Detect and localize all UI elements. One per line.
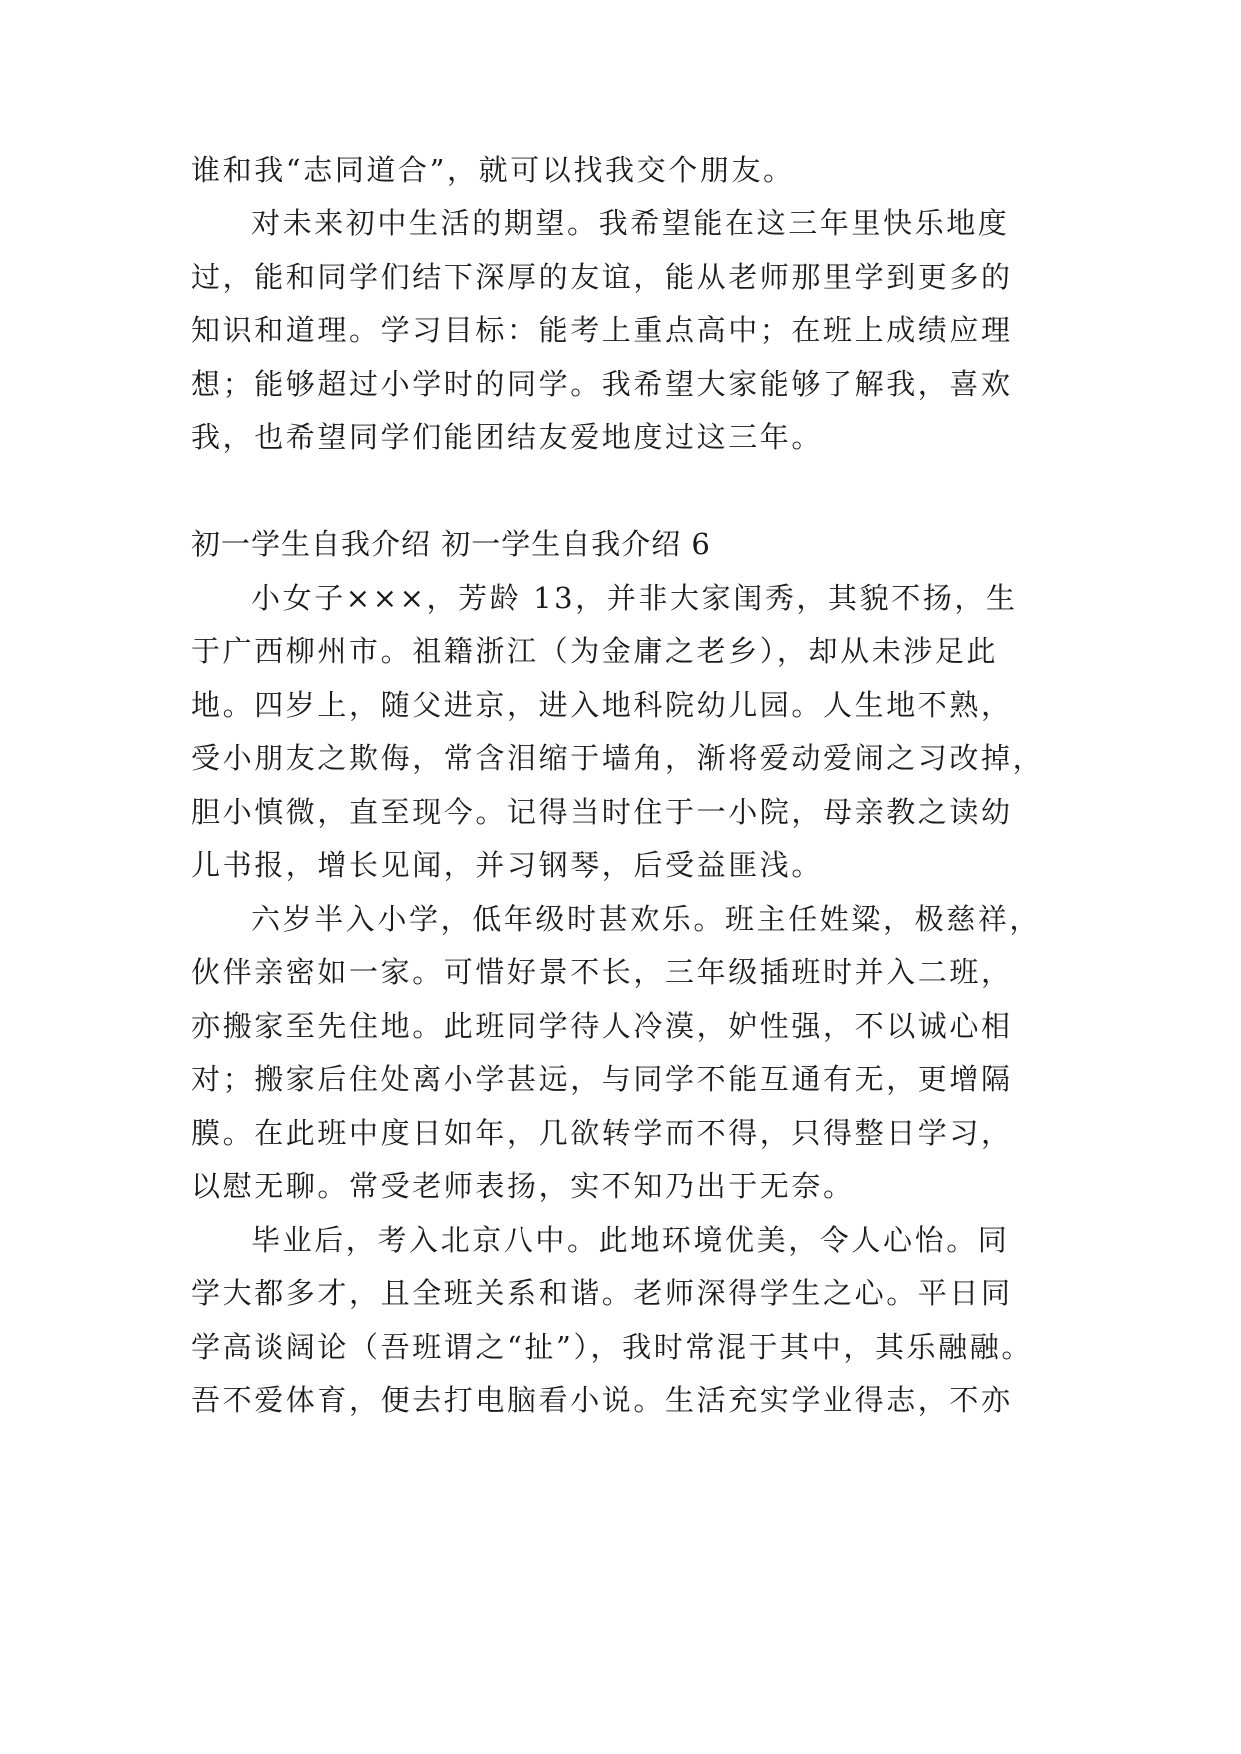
paragraph-start-line: 小女子×××，芳龄 13，并非大家闺秀，其貌不扬，生 <box>251 581 1018 615</box>
text-line: 于广西柳州市。祖籍浙江（为金庸之老乡），却从未涉足此 <box>191 634 999 668</box>
text-line: 胆小慎微，直至现今。记得当时住于一小院，母亲教之读幼 <box>191 795 1013 829</box>
text-line: 学大都多才，且全班关系和谐。老师深得学生之心。平日同 <box>191 1276 1013 1310</box>
section-heading: 初一学生自我介绍 初一学生自我介绍 6 <box>191 527 711 561</box>
text-line: 我，也希望同学们能团结友爱地度过这三年。 <box>191 420 824 454</box>
text-line: 地。四岁上，随父进京，进入地科院幼儿园。人生地不熟， <box>191 688 1013 722</box>
text-line: 对；搬家后住处离小学甚远，与同学不能互通有无，更增隔 <box>191 1062 1013 1096</box>
text-line: 亦搬家至先住地。此班同学待人冷漠，妒性强，不以诚心相 <box>191 1009 1013 1043</box>
text-line: 谁和我“志同道合”，就可以找我交个朋友。 <box>191 153 795 187</box>
paragraph-start-line: 毕业后，考入北京八中。此地环境优美，令人心怡。同 <box>251 1223 1010 1257</box>
paragraph-start-line: 对未来初中生活的期望。我希望能在这三年里快乐地度 <box>251 206 1010 240</box>
text-line: 吾不爱体育，便去打电脑看小说。生活充实学业得志，不亦 <box>191 1383 1013 1417</box>
text-line: 想；能够超过小学时的同学。我希望大家能够了解我，喜欢 <box>191 367 1013 401</box>
paragraph-start-line: 六岁半入小学，低年级时甚欢乐。班主任姓粱，极慈祥， <box>251 902 1042 936</box>
text-line: 知识和道理。学习目标：能考上重点高中；在班上成绩应理 <box>191 313 1013 347</box>
text-line: 受小朋友之欺侮，常含泪缩于墙角，渐将爱动爱闹之习改掉， <box>191 741 1045 775</box>
text-line: 过，能和同学们结下深厚的友谊，能从老师那里学到更多的 <box>191 260 1013 294</box>
text-line: 儿书报，增长见闻，并习钢琴，后受益匪浅。 <box>191 848 824 882</box>
text-line: 膜。在此班中度日如年，几欲转学而不得，只得整日学习， <box>191 1116 1013 1150</box>
text-line: 伙伴亲密如一家。可惜好景不长，三年级插班时并入二班， <box>191 955 1013 989</box>
text-line: 学高谈阔论（吾班谓之“扯”），我时常混于其中，其乐融融。 <box>191 1330 1033 1364</box>
text-line: 以慰无聊。常受老师表扬，实不知乃出于无奈。 <box>191 1169 855 1203</box>
